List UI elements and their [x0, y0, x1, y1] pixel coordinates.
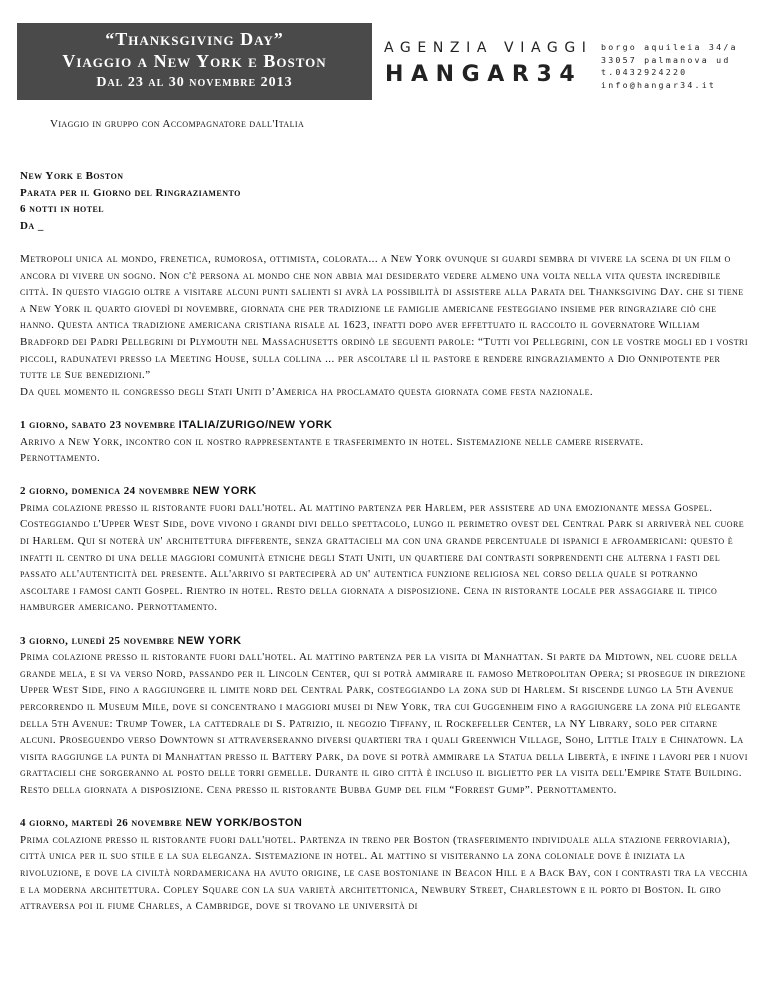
title-box [17, 23, 372, 100]
day-text: Prima colazione presso il ristorante fuori dall'hotel. Partenza in treno per Boston (trasferimento individuale alla stazione ferroviaria), città unica per il suo stile e la sua eleganza. Sistemazione in hotel. Al mattino si visiteranno la zona coloniale dove è iniziata la rivoluzione, e dove la civiltà nordamericana ha avuto origine, le case bostoniane in Beacon Hill e a Back Bay, con i contrasti tra la vecchia e la moderna architettura. Copley Square con la sua varietà architettonica, Newbury Street, Charlestown e il porto di Boston. Il giro attraversa poi il fiume Charles, a Cambridge, dove si trovano le università di [20, 833, 748, 913]
day-route: NEW YORK/BOSTON [185, 817, 303, 830]
intro-paragraph: Metropoli unica al mondo, frenetica, rumorosa, ottimista, colorata... a New York ovunque si guardi sembra di vivere la scena di un film o ancora di vivere un sogno. Non c'è persona al mondo che non abbia mai desiderato vedere almeno una volta nella vita questa incredibile città. In questo viaggio oltre a visitare alcuni punti salienti si avrà la possibilità di assistere alla Parata del Thanksgiving Day. che si tiene a New York il quarto giovedì di novembre, giornata che per tradizione le famiglie americane festeggiano insieme per ringraziare ciò che hanno. Questa antica tradizione americana cristiana risale al 1623, infatti dopo aver effettuato il raccolto il governatore William Bradford dei Padri Pellegrini di Plymouth nel Massachusetts ordinò le seguenti parole: “Tutti voi Pellegrini, con le vostre mogli ed i vostri piccoli, radunatevi presso la Meeting House, sulla collina ... per ascoltare lì il pastore e rendere ringraziamento a Dio Onnipotente per tutte le Sue benedizioni.” [20, 252, 748, 382]
day-text: Prima colazione presso il ristorante fuori dall'hotel. Al mattino partenza per la visita di Manhattan. Si parte da Midtown, nel cuore della grande mela, e si va verso Nord, passando per il Lincoln Center, qui si potrà ammirare il famoso Metropolitan Opera; si prosegue in direzione Upper West Side, fino a raggiungere il limite nord del Central Park, costeggiando la zona sud di Harlem. Si riscende lungo la 5th Avenue percorrendo il Museum Mile, dove si concentrano i maggiori musei di New York, tra cui Guggenheim fino a raggiungere la zona più elegante della 5th Avenue: Trump Tower, la cattedrale di S. Patrizio, il negozio Tiffany, il Rockefeller Center, la NY Library, solo per citarne alcuni. Proseguendo verso Downtown si attraverseranno diversi quartieri tra i quali Greenwich Village, Soho, Little Italy e Chinatown. La visita raggiunge la punta di Manhattan presso il Battery Park, da dove si potrà ammirare la Statua della Libertà, e infine i lavori per i nuovi grattacieli che sorgeranno al posto delle torri gemelle. Durante il giro città è incluso il biglietto per la visita dell'Empire State Building. Resto della giornata a disposizione. Cena presso il ristorante Bubba Gump del film “Forrest Gump”. Pernottamento. [20, 651, 748, 796]
day-route: NEW YORK [177, 634, 242, 647]
day-route: ITALIA/ZURIGO/NEW YORK [178, 418, 333, 431]
address-line: info@hangar34.it [601, 79, 717, 90]
address-line: borgo aquileia 34/a [601, 42, 738, 52]
trip-subtitle: Viaggio in gruppo con Accompagnatore dall'Italia [50, 118, 305, 130]
agency-address [601, 41, 751, 91]
title-line-1: “Thanksgiving Day” [105, 29, 284, 49]
intro-paragraph: Da quel momento il congresso degli Stati Uniti d’America ha proclamato questa giornata come festa nazionale. [20, 385, 594, 398]
day-label: 3 giorno, lunedì 25 novembre [20, 634, 175, 647]
agency-label: AGENZIA VIAGGI [384, 40, 593, 56]
day-label: 2 giorno, domenica 24 novembre [20, 485, 190, 498]
summary-line: Da _ [20, 219, 44, 232]
day-heading [20, 417, 750, 434]
summary-line: 6 notti in hotel [20, 203, 105, 216]
summary-line: New York e Boston [20, 170, 124, 182]
day-text: Prima colazione presso il ristorante fuori dall'hotel. Al mattino partenza per Harlem, per assistere ad una emozionante messa Gospel. Costeggiando l'Upper West Side, dove vivono i grandi divi dello spettacolo, lungo il perimetro ovest del Central Park si arriverà nel cuore di Harlem. Qui si noterà un' architettura differente, senza grattacieli ma con una grande percentuale di ispanici e afroamericani: questo è infatti il centro di una delle maggiori comunità etniche degli Stati Uniti, un quartiere dai contrasti sorprendenti che alterna i fasti del passato all'autenticità del presente. All'arrivo si parteciperà ad un' autentica funzione religiosa nel corso della quale si potranno ascoltare i famosi canti Gospel. Rientro in hotel. Resto della giornata a disposizione. Cena in ristorante locale per assaggiare il tipico hamburger americano. Pernottamento. [20, 501, 745, 614]
summary-line: Parata per il Giorno del Ringraziamento [20, 186, 241, 199]
day-heading [20, 815, 750, 832]
day-heading [20, 633, 750, 650]
title-line-2: Viaggio a New York e Boston [62, 51, 327, 71]
document-body [20, 168, 750, 915]
day-label: 4 giorno, martedì 26 novembre [20, 817, 183, 830]
day-heading [20, 483, 750, 500]
day-route: NEW YORK [192, 485, 257, 498]
day-text: Arrivo a New York, incontro con il nostro rappresentante e trasferimento in hotel. Sistemazione nelle camere riservate. [20, 435, 644, 448]
agency-logo-name: HANGAR34 [385, 62, 583, 87]
day-extra: Pernottamento. [20, 452, 101, 465]
title-line-3: Dal 23 al 30 novembre 2013 [96, 75, 293, 90]
address-line: 33057 palmanova ud [601, 54, 731, 65]
address-line: t.0432924220 [601, 67, 688, 78]
day-label: 1 giorno, sabato 23 novembre [20, 418, 176, 431]
